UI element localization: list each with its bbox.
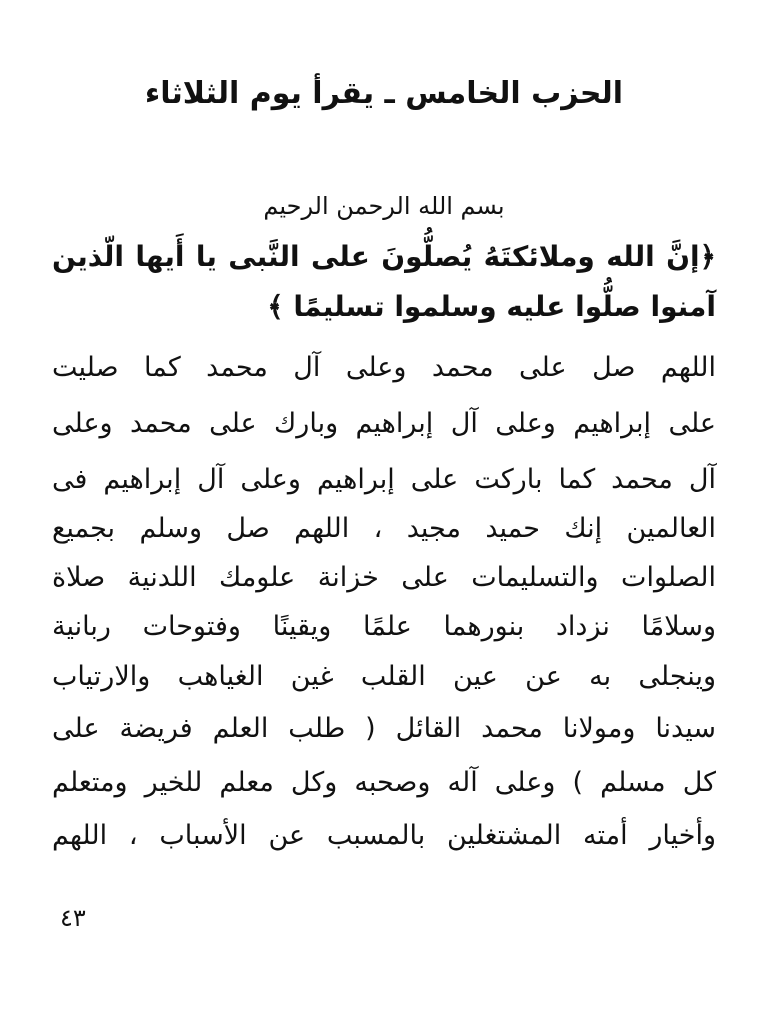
body-text-line-10: وأخيار أمته المشتغلين بالمسبب عن الأسباب ، اللهم bbox=[52, 820, 716, 851]
quran-verse-line-2: آمنوا صلُّوا عليه وسلموا تسليمًا ﴾ bbox=[267, 290, 716, 323]
body-text-line-4: العالمين إنك حميد مجيد ، اللهم صل وسلم بجميع bbox=[52, 513, 716, 544]
page-title: الحزب الخامس ـ يقرأ يوم الثلاثاء bbox=[144, 76, 624, 111]
body-text-line-8: سيدنا ومولانا محمد القائل ( طلب العلم فريضة على bbox=[52, 713, 716, 744]
quran-verse-line-1: ﴿إنَّ الله وملائكتَهُ يُصلُّونَ على النَّبى يا أَيها الّذين bbox=[52, 240, 716, 273]
page-number: ٤٣ bbox=[60, 904, 86, 932]
basmala: بسم الله الرحمن الرحيم bbox=[263, 192, 505, 220]
body-text-line-5: الصلوات والتسليمات على خزانة علومك اللدنية صلاة bbox=[52, 562, 716, 593]
body-text-line-7: وينجلى به عن عين القلب غين الغياهب والارتياب bbox=[52, 661, 716, 692]
body-text-line-9: كل مسلم ) وعلى آله وصحبه وكل معلم للخير ومتعلم bbox=[52, 767, 716, 798]
body-text-line-6: وسلامًا نزداد بنورهما علمًا ويقينًا وفتوحات ربانية bbox=[52, 611, 716, 642]
body-text-line-3: آل محمد كما باركت على إبراهيم وعلى آل إبراهيم فى bbox=[52, 464, 716, 495]
body-text-line-1: اللهم صل على محمد وعلى آل محمد كما صليت bbox=[52, 352, 716, 383]
body-text-line-2: على إبراهيم وعلى آل إبراهيم وبارك على محمد وعلى bbox=[52, 408, 716, 439]
